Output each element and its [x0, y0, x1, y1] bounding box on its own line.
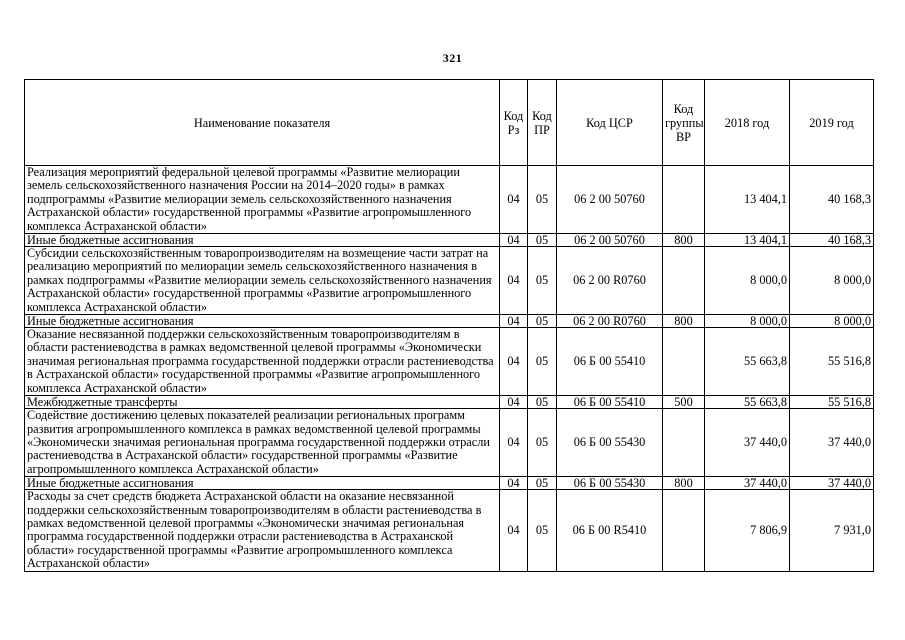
- row-vr: [663, 409, 705, 477]
- row-pr: 05: [528, 396, 557, 409]
- row-csr: 06 2 00 R0760: [557, 247, 663, 315]
- row-name: Содействие достижению целевых показателей реализации региональных программ развития агропромышленного комплекса в рамках ведомственной целевой программы «Экономически значимая региональная программа государственной поддержки отрасли растениеводства в Астраханской области» государственной программы «Развитие агропромышленного комплекса Астраханской области»: [25, 409, 500, 477]
- table-row: [25, 409, 874, 477]
- page-number: 321: [442, 51, 463, 65]
- row-2018: 8 000,0: [705, 247, 790, 315]
- row-csr: 06 Б 00 55410: [557, 396, 663, 409]
- header-csr: Код ЦСР: [557, 80, 663, 166]
- header-pr-line1: Код: [532, 108, 552, 123]
- row-vr: 800: [663, 315, 705, 328]
- table-row: [25, 328, 874, 396]
- row-csr: 06 Б 00 55410: [557, 328, 663, 396]
- row-name: Оказание несвязанной поддержки сельскохозяйственным товаропроизводителям в области растениеводства в рамках ведомственной целевой программы «Экономически значимая региональная программа государственной поддержки отрасли растениеводства в Астраханской области» государственной программы «Развитие агропромышленного комплекса Астраханской области»: [25, 328, 500, 396]
- row-2018: 55 663,8: [705, 328, 790, 396]
- header-name: Наименование показателя: [25, 80, 500, 166]
- row-2019: 40 168,3: [790, 234, 874, 247]
- row-pr: 05: [528, 409, 557, 477]
- row-pr: 05: [528, 315, 557, 328]
- row-2019: 37 440,0: [790, 409, 874, 477]
- row-name: Реализация мероприятий федеральной целевой программы «Развитие мелиорации земель сельскохозяйственного назначения России на 2014–2020 годы» в рамках подпрограммы «Развитие мелиорации земель сельскохозяйственного назначения Астраханской области» государственной программы «Развитие агропромышленного комплекса Астраханской области»: [25, 166, 500, 234]
- row-csr: 06 2 00 R0760: [557, 315, 663, 328]
- header-pr-line2: ПР: [534, 122, 550, 137]
- table-row: [25, 234, 874, 247]
- table-row: [25, 247, 874, 315]
- table-row: [25, 477, 874, 490]
- row-vr: 500: [663, 396, 705, 409]
- header-vr-line2: группы: [665, 115, 704, 130]
- header-vr-line1: Код: [673, 101, 694, 116]
- row-csr: 06 Б 00 55430: [557, 409, 663, 477]
- row-pr: 05: [528, 234, 557, 247]
- header-vr-line3: ВР: [675, 129, 692, 144]
- row-csr: 06 Б 00 55430: [557, 477, 663, 490]
- row-name: Иные бюджетные ассигнования: [25, 477, 500, 490]
- row-2019: 55 516,8: [790, 328, 874, 396]
- table-header-row: [25, 80, 874, 166]
- table-row: [25, 315, 874, 328]
- table-row: [25, 490, 874, 571]
- row-2018: 8 000,0: [705, 315, 790, 328]
- header-vr: [663, 80, 705, 166]
- row-csr: 06 2 00 50760: [557, 234, 663, 247]
- row-2018: 7 806,9: [705, 490, 790, 571]
- row-rz: 04: [500, 490, 528, 571]
- header-2019: 2019 год: [790, 80, 874, 166]
- row-name: Расходы за счет средств бюджета Астраханской области на оказание несвязанной поддержки сельскохозяйственным товаропроизводителям в области растениеводства в рамках ведомственной целевой программы «Экономически значимая региональная программа государственной поддержки отрасли растениеводства в Астраханской области» государственной программы «Развитие агропромышленного комплекса Астраханской области»: [25, 490, 500, 571]
- row-2018: 13 404,1: [705, 166, 790, 234]
- row-2019: 55 516,8: [790, 396, 874, 409]
- row-csr: 06 2 00 50760: [557, 166, 663, 234]
- row-vr: [663, 247, 705, 315]
- row-pr: 05: [528, 247, 557, 315]
- row-2018: 55 663,8: [705, 396, 790, 409]
- row-name: Субсидии сельскохозяйственным товаропроизводителям на возмещение части затрат на реализацию мероприятий по мелиорации земель сельскохозяйственного назначения в рамках подпрограммы «Развитие мелиорации земель сельскохозяйственного назначения Астраханской области» государственной программы «Развитие агропромышленного комплекса Астраханской области»: [25, 247, 500, 315]
- row-2018: 37 440,0: [705, 409, 790, 477]
- header-pr: [528, 80, 557, 166]
- row-rz: 04: [500, 477, 528, 490]
- row-name: Межбюджетные трансферты: [25, 396, 500, 409]
- table-row: [25, 166, 874, 234]
- header-2018: 2018 год: [705, 80, 790, 166]
- row-rz: 04: [500, 328, 528, 396]
- row-2018: 37 440,0: [705, 477, 790, 490]
- row-rz: 04: [500, 247, 528, 315]
- header-rz-line1: Код: [503, 108, 524, 123]
- row-rz: 04: [500, 166, 528, 234]
- row-vr: 800: [663, 234, 705, 247]
- row-2019: 37 440,0: [790, 477, 874, 490]
- row-rz: 04: [500, 409, 528, 477]
- row-name: Иные бюджетные ассигнования: [25, 315, 500, 328]
- row-rz: 04: [500, 315, 528, 328]
- row-2019: 7 931,0: [790, 490, 874, 571]
- row-csr: 06 Б 00 R5410: [557, 490, 663, 571]
- row-2019: 40 168,3: [790, 166, 874, 234]
- row-name: Иные бюджетные ассигнования: [25, 234, 500, 247]
- row-vr: [663, 490, 705, 571]
- row-rz: 04: [500, 234, 528, 247]
- row-vr: [663, 328, 705, 396]
- row-pr: 05: [528, 490, 557, 571]
- table-row: [25, 396, 874, 409]
- header-rz-line2: Рз: [507, 122, 520, 137]
- header-rz: [500, 80, 528, 166]
- budget-table: [24, 79, 874, 572]
- row-2019: 8 000,0: [790, 247, 874, 315]
- row-rz: 04: [500, 396, 528, 409]
- row-2019: 8 000,0: [790, 315, 874, 328]
- row-pr: 05: [528, 328, 557, 396]
- row-pr: 05: [528, 166, 557, 234]
- row-vr: [663, 166, 705, 234]
- row-vr: 800: [663, 477, 705, 490]
- row-pr: 05: [528, 477, 557, 490]
- row-2018: 13 404,1: [705, 234, 790, 247]
